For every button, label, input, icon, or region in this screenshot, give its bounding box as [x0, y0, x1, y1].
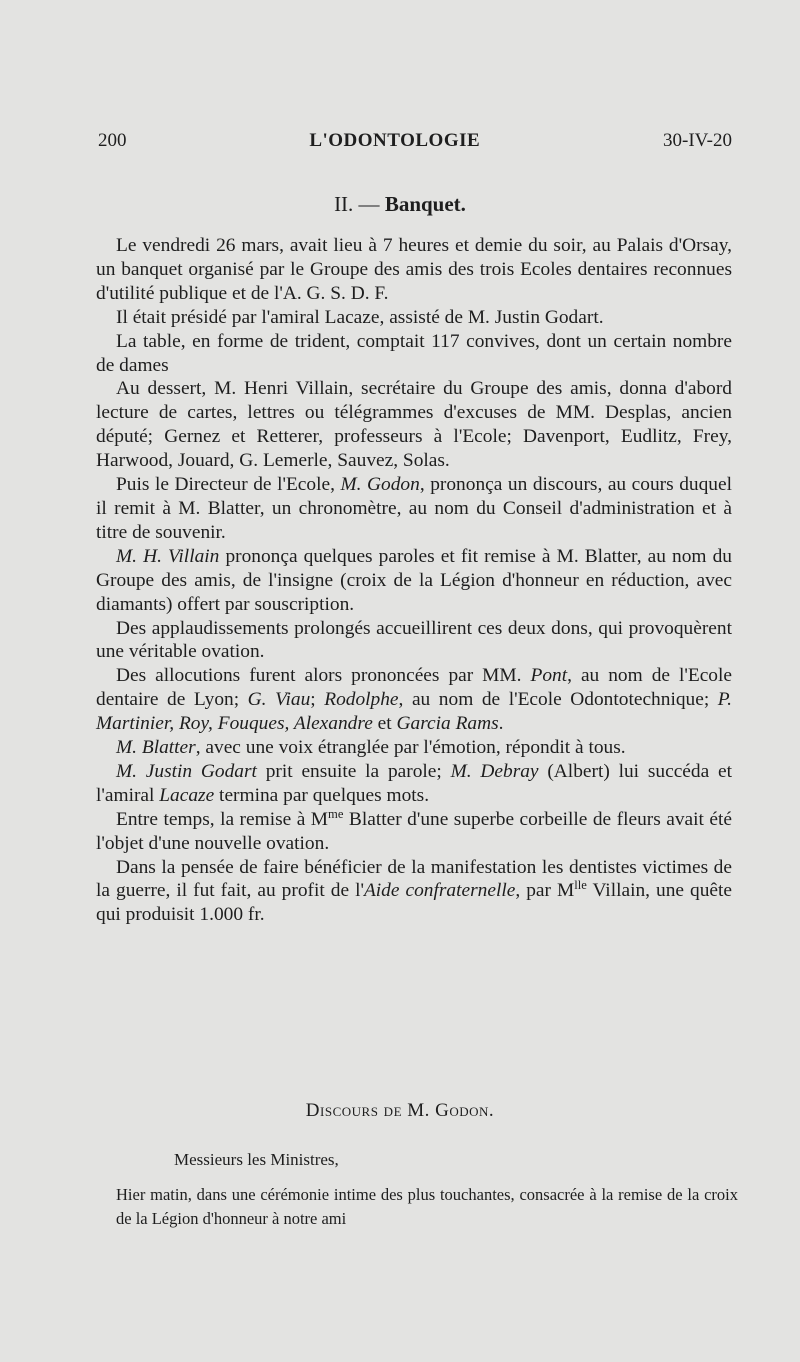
paragraph: Des applaudissements prolongés accueillirent ces deux dons, qui provoquèrent une véritable ovation.: [96, 617, 732, 663]
section-number: II. —: [334, 192, 380, 216]
paragraph: M. Justin Godart prit ensuite la parole; M. Debray (Albert) lui succéda et l'amiral Lacaze termina par quelques mots.: [96, 760, 732, 806]
page-number: 200: [98, 130, 127, 151]
paragraph: M. H. Villain prononça quelques paroles et fit remise à M. Blatter, au nom du Groupe des amis, de l'insigne (croix de la Légion d'honneur en réduction, avec diamants) offert par souscription.: [96, 545, 732, 615]
section-title: Banquet.: [384, 192, 466, 216]
speaker-name: M. Blatter: [116, 737, 196, 759]
paragraph: Dans la pensée de faire bénéficier de la manifestation les dentistes victimes de la guerre, il fut fait, au profit de l'Aide confraternelle, par $M^{lle}$ Villain, une quête qui produisit 1.000 fr.: [96, 856, 732, 926]
section-heading: [0, 192, 800, 217]
speech-heading: Discours de M. Godon.: [305, 1100, 495, 1121]
journal-title: L'ODONTOLOGIE: [309, 130, 481, 151]
paragraph: Des allocutions furent alors prononcées par MM. Pont, au nom de l'Ecole dentaire de Lyon; G. Viau; Rodolphe, au nom de l'Ecole Odontotechnique; P. Martinier, Roy, Fouques, Alexandre et Garcia Rams.: [96, 665, 732, 735]
issue-date: 30-IV-20: [663, 130, 732, 151]
speech-salutation: Messieurs les Ministres,: [174, 1150, 339, 1169]
paragraph: Il était présidé par l'amiral Lacaze, assisté de M. Justin Godart.: [116, 306, 604, 328]
paragraph: Puis le Directeur de l'Ecole, M. Godon, prononça un discours, au cours duquel il remit à M. Blatter, un chronomètre, au nom du Conseil d'administration et à titre de souvenir.: [96, 474, 732, 543]
paragraph: Au dessert, M. Henri Villain, secrétaire du Groupe des amis, donna d'abord lecture de cartes, lettres ou télégrammes d'excuses de MM. Desplas, ancien député; Gernez et Retterer, professeurs à l'Ecole; Davenport, Eudlitz, Frey, Harwood, Jouard, G. Lemerle, Sauvez, Solas.: [96, 378, 732, 472]
speech-paragraph: Hier matin, dans une cérémonie intime des plus touchantes, consacrée à la remise de la croix de la Légion d'honneur à notre ami: [116, 1185, 738, 1228]
running-header: [98, 130, 732, 152]
speaker-name: M. Godon: [340, 474, 420, 496]
paragraph: Le vendredi 26 mars, avait lieu à 7 heures et demie du soir, au Palais d'Orsay, un banquet organisé par le Groupe des amis des trois Ecoles dentaires reconnues d'utilité publique et de l'A. G. S. D. F.: [96, 235, 732, 304]
paragraph: M. Blatter, avec une voix étranglée par l'émotion, répondit à tous.: [116, 737, 626, 759]
speech-body: [116, 1183, 738, 1231]
speaker-name: M. H. Villain: [116, 545, 220, 567]
paragraph: Entre temps, la remise à $M^{me}$ Blatter d'une superbe corbeille de fleurs avait été l'objet d'une nouvelle ovation.: [96, 806, 732, 854]
article-body: [96, 234, 732, 927]
paragraph: La table, en forme de trident, comptait 117 convives, dont un certain nombre de dames: [96, 330, 732, 376]
